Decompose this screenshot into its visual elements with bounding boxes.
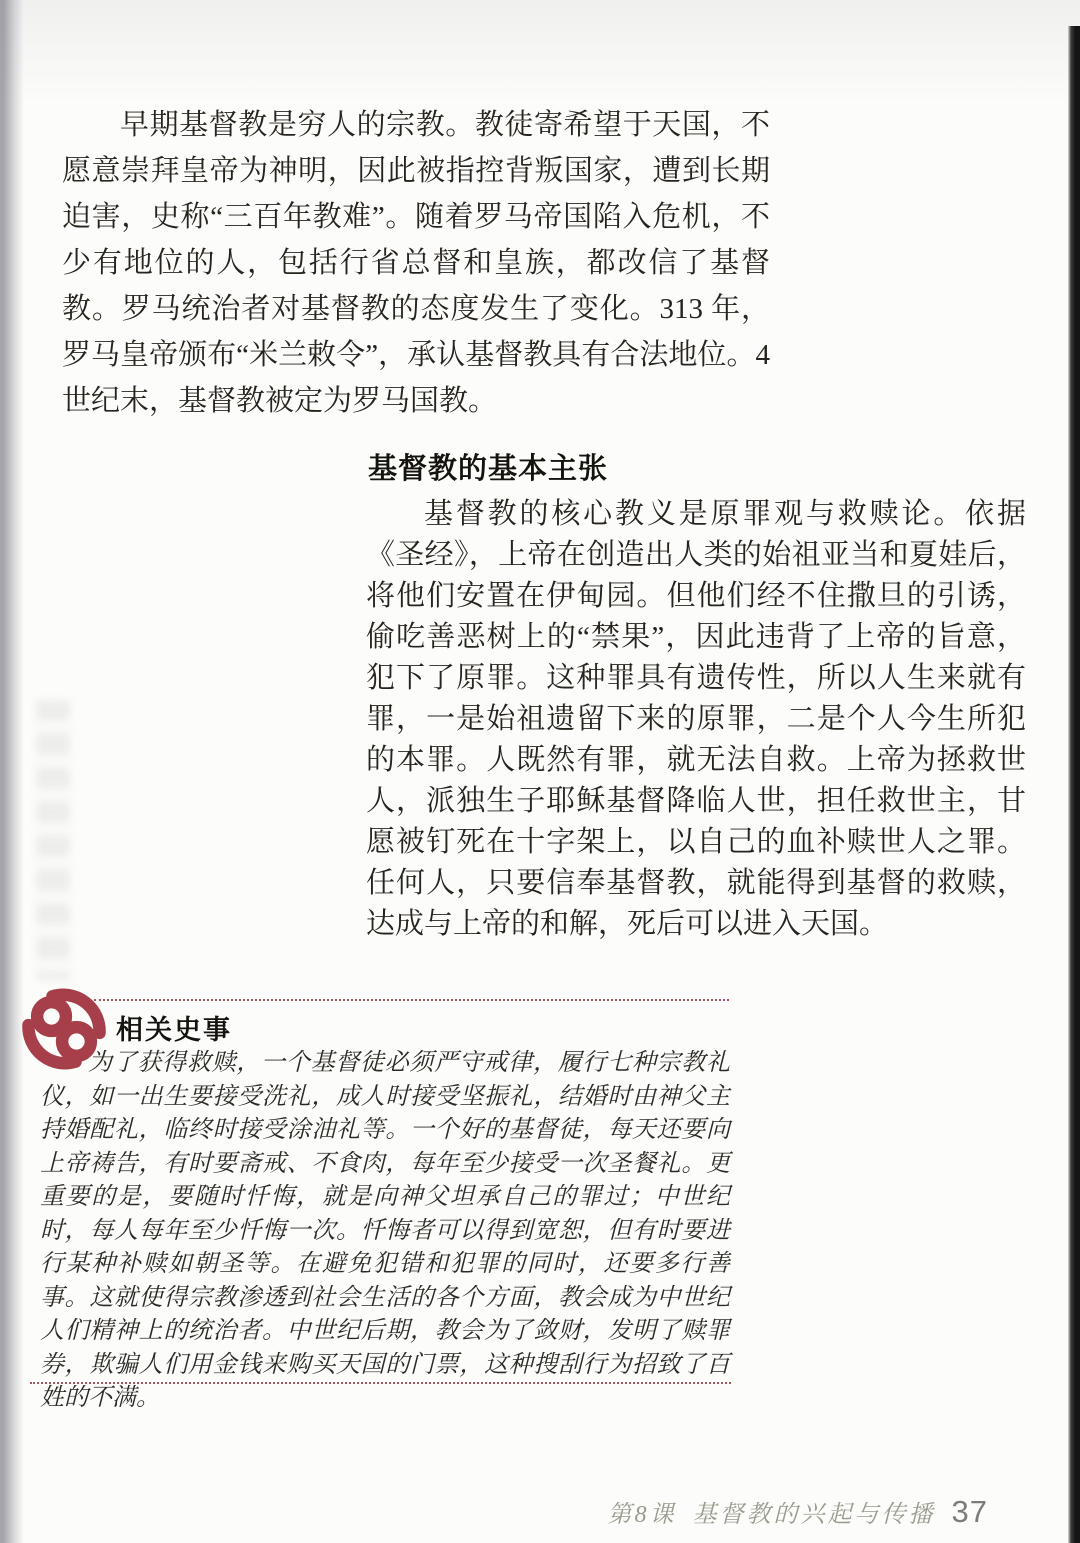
section-heading: 基督教的基本主张	[368, 453, 609, 485]
section-paragraph: 基督教的核心教义是原罪观与救赎论。依据《圣经》，上帝在创造出人类的始祖亚当和夏娃后，将他们安置在伊甸园。但他们经不住撒旦的引诱，偷吃善恶树上的“禁果”，因此违背了上帝的旨意，犯下了原罪。这种罪具有遗传性，所以人生来就有罪，一是始祖遗留下来的原罪，二是个人今生所犯的本罪。人既然有罪，就无法自救。上帝为拯救世人，派独生子耶稣基督降临人世，担任救世主，甘愿被钉死在十字架上，以自己的血补赎世人之罪。任何人，只要信奉基督教，就能得到基督的救赎，达成与上帝的和解，死后可以进入天国。	[366, 498, 1026, 940]
footer-lesson-title: 基督教的兴起与传播	[692, 1502, 936, 1528]
scan-shadow-left	[0, 0, 24, 1543]
page-footer	[608, 1494, 988, 1530]
related-history-box	[28, 983, 730, 1411]
related-history-title: 相关史事	[116, 1015, 232, 1045]
related-history-body: 为了获得救赎，一个基督徒必须严守戒律，履行七种宗教礼仪，如一出生要接受洗礼，成人时接受坚振礼，结婚时由神父主持婚配礼，临终时接受涂油礼等。一个好的基督徒，每天还要向上帝祷告，有时要斋戒、不食肉，每年至少接受一次圣餐礼。更重要的是，要随时忏悔，就是向神父坦承自己的罪过；中世纪时，每人每年至少忏悔一次。忏悔者可以得到宽恕，但有时要进行某种补赎如朝圣等。在避免犯错和犯罪的同时，还要多行善事。这就使得宗教渗透到社会生活的各个方面，教会成为中世纪人们精神上的统治者。中世纪后期，教会为了敛财，发明了赎罪券，欺骗人们用金钱来购买天国的门票，这种搜刮行为招致了百姓的不满。	[40, 1050, 730, 1411]
dotted-rule-top	[94, 999, 729, 1001]
page-bleed-through-smudge	[36, 700, 70, 980]
scan-top-tint	[0, 0, 1080, 105]
scan-shadow-right	[1068, 26, 1080, 1543]
footer-lesson-label: 第8课	[607, 1502, 677, 1528]
page-number: 37	[951, 1494, 988, 1529]
intro-paragraph: 早期基督教是穷人的宗教。教徒寄希望于天国，不愿意崇拜皇帝为神明，因此被指控背叛国家，遭到长期迫害，史称“三百年教难”。随着罗马帝国陷入危机，不少有地位的人，包括行省总督和皇族，都改信了基督教。罗马统治者对基督教的态度发生了变化。313 年，罗马皇帝颁布“米兰敕令”，承认基督教具有合法地位。4 世纪末，基督教被定为罗马国教。	[62, 109, 770, 417]
